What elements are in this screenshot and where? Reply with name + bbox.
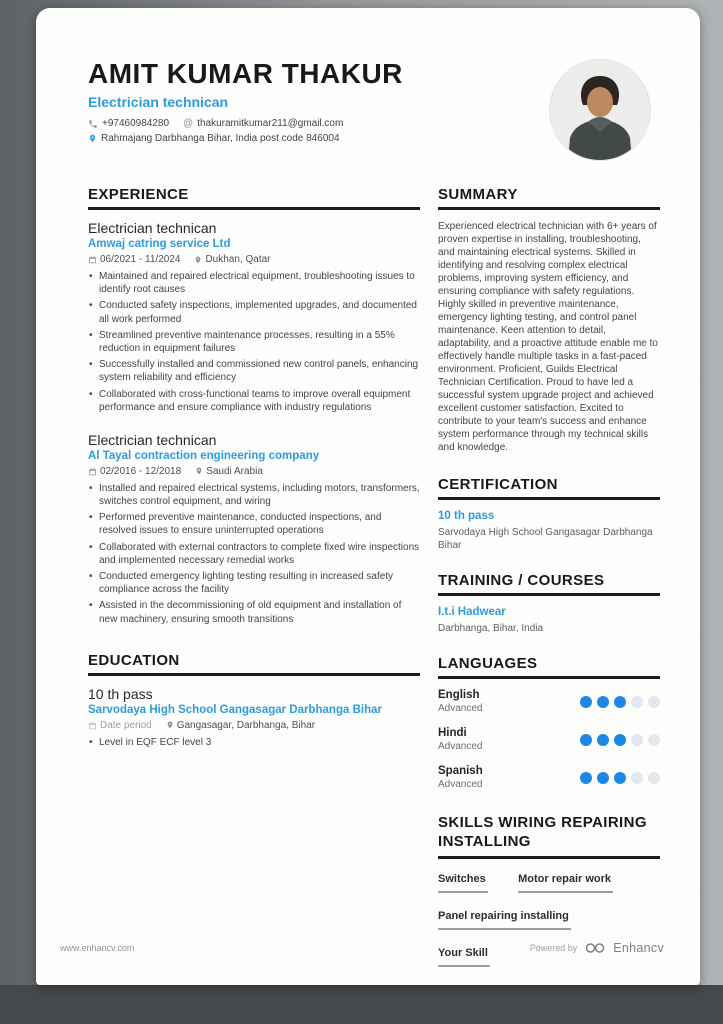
skill-item: Your Skill <box>438 947 490 967</box>
bullet: • Successfully installed and commissioned new control panels, enhancing system reliability and efficiency <box>88 358 420 384</box>
education-school: Sarvodaya High School Gangasagar Darbhanga Bihar <box>88 703 382 716</box>
enhancv-brand-text: Enhancv <box>613 941 664 955</box>
dot-filled <box>597 772 609 784</box>
certification-title: 10 th pass <box>438 510 495 522</box>
language-row <box>438 727 660 752</box>
bullet: • Installed and repaired electrical systems, including motors, transformers, switches control equipment, and wiring <box>88 482 420 508</box>
enhancv-logo-icon <box>584 942 606 954</box>
language-level: Advanced <box>438 779 483 790</box>
education-dates: Date period <box>88 720 152 731</box>
bullet: • Assisted in the decommissioning of old equipment and installation of new machinery, ensuring smooth transitions <box>88 599 420 625</box>
section-heading-skills: SKILLS WIRING REPAIRING INSTALLING <box>438 814 660 859</box>
language-proficiency-dots <box>580 696 660 708</box>
experience-location: Saudi Arabia <box>195 466 263 477</box>
scan-bottom-band <box>0 985 723 1024</box>
profile-photo <box>550 60 650 160</box>
dot-filled <box>580 734 592 746</box>
dot-filled <box>580 696 592 708</box>
education-entry <box>88 686 420 749</box>
section-heading-summary: SUMMARY <box>438 186 660 210</box>
bullet: • Collaborated with cross-functional teams to improve overall equipment performance and ensure compliance with industry regulations <box>88 388 420 414</box>
location-icon <box>88 133 97 144</box>
dot-filled <box>614 696 626 708</box>
email-contact <box>183 118 343 129</box>
dot-empty <box>648 734 660 746</box>
skills-list <box>438 869 660 980</box>
email-icon: @ <box>183 118 194 129</box>
education-location: Gangasagar, Darbhanga, Bihar <box>166 720 315 731</box>
bullet: • Level in EQF ECF level 3 <box>88 736 420 749</box>
calendar-icon <box>88 467 97 476</box>
dot-empty <box>648 696 660 708</box>
phone-icon <box>88 119 98 129</box>
page-footer <box>60 941 664 955</box>
bullet: • Conducted safety inspections, implemented upgrades, and documented all work performed <box>88 299 420 325</box>
experience-company: Al Tayal contraction engineering company <box>88 449 320 462</box>
section-heading-experience: EXPERIENCE <box>88 186 420 210</box>
education-bullets <box>88 736 420 749</box>
language-proficiency-dots <box>580 734 660 746</box>
summary-text: Experienced electrical technician with 6+ years of proven expertise in installing, troubleshooting, and maintaining electrical systems. Skilled in identifying and resolving complex electrical problems, improving system efficiency, and ensuring compliance with safety regulations. Highly skilled in preventive maintenance, emergency lighting testing, and control panel maintenance. Keen attention to detail, adaptability, and a proactive attitude enable me to effectively handle multiple tasks in a fast-paced environment. Proficient, Guilds Electrical Technician Certification. Proud to have led a successful system upgrade project and achieved excellent customer satisfaction. Excited to contribute to your team's success and enhance system performance through my technical skills and knowledge. <box>438 221 658 453</box>
location-icon <box>166 720 174 730</box>
bullet: • Streamlined preventive maintenance processes, resulting in a 55% reduction in equipment failures <box>88 329 420 355</box>
experience-dates: 06/2021 - 11/2024 <box>88 254 180 265</box>
dot-empty <box>631 696 643 708</box>
dot-empty <box>631 772 643 784</box>
experience-location: Dukhan, Qatar <box>194 254 270 265</box>
footer-site-url: www.enhancv.com <box>60 943 135 953</box>
bullet: • Collaborated with external contractors to complete fixed wire inspections and implemented necessary remedial works <box>88 541 420 567</box>
bullet: • Conducted emergency lighting testing resulting in increased safety compliance across the facility <box>88 570 420 596</box>
powered-by-label: Powered by <box>529 943 578 953</box>
language-row <box>438 765 660 790</box>
education-degree: 10 th pass <box>88 685 153 702</box>
experience-bullets <box>88 482 420 626</box>
email-text: thakuramitkumar211@gmail.com <box>197 118 344 129</box>
dot-filled <box>614 734 626 746</box>
skill-item: Panel repairing installing <box>438 910 571 930</box>
experience-entry <box>88 432 420 626</box>
resume-page <box>36 8 700 985</box>
phone-text: +97460984280 <box>102 118 170 129</box>
section-heading-training: TRAINING / COURSES <box>438 572 660 596</box>
experience-title: Electrician technican <box>88 220 217 236</box>
language-level: Advanced <box>438 703 483 714</box>
candidate-name: AMIT KUMAR THAKUR <box>88 58 403 89</box>
dot-filled <box>597 734 609 746</box>
dot-filled <box>580 772 592 784</box>
section-heading-certification: CERTIFICATION <box>438 476 660 500</box>
section-heading-education: EDUCATION <box>88 652 420 676</box>
location-icon <box>194 255 202 265</box>
language-name: English <box>438 689 480 701</box>
language-level: Advanced <box>438 741 483 752</box>
training-title: I.t.i Hadwear <box>438 606 506 618</box>
dot-empty <box>631 734 643 746</box>
language-row <box>438 689 660 714</box>
certification-subtitle: Sarvodaya High School Gangasagar Darbhanga Bihar <box>438 527 653 551</box>
experience-dates: 02/2016 - 12/2018 <box>88 466 181 477</box>
bullet: • Performed preventive maintenance, conducted inspections, and resolved issues to ensure uninterrupted operations <box>88 511 420 537</box>
experience-bullets <box>88 270 420 414</box>
dot-filled <box>614 772 626 784</box>
experience-entry <box>88 220 420 414</box>
language-proficiency-dots <box>580 772 660 784</box>
language-name: Hindi <box>438 727 467 739</box>
dot-empty <box>648 772 660 784</box>
resume-header <box>88 52 660 160</box>
section-heading-languages: LANGUAGES <box>438 655 660 679</box>
candidate-job-title: Electrician technican <box>88 94 229 110</box>
experience-company: Amwaj catring service Ltd <box>88 238 231 250</box>
experience-title: Electrician technican <box>88 431 217 448</box>
skill-item: Motor repair work <box>518 873 613 893</box>
bullet: • Maintained and repaired electrical equipment, troubleshooting issues to identify root causes <box>88 270 420 296</box>
address-text: Rahmajang Darbhanga Bihar, India post code 846004 <box>101 133 340 144</box>
location-icon <box>195 466 203 476</box>
calendar-icon <box>88 721 97 730</box>
language-name: Spanish <box>438 765 483 777</box>
calendar-icon <box>88 255 97 264</box>
phone-contact <box>88 118 169 129</box>
skill-item: Switches <box>438 873 488 893</box>
dot-filled <box>597 696 609 708</box>
training-subtitle: Darbhanga, Bihar, India <box>438 623 544 634</box>
address-contact <box>88 133 340 144</box>
